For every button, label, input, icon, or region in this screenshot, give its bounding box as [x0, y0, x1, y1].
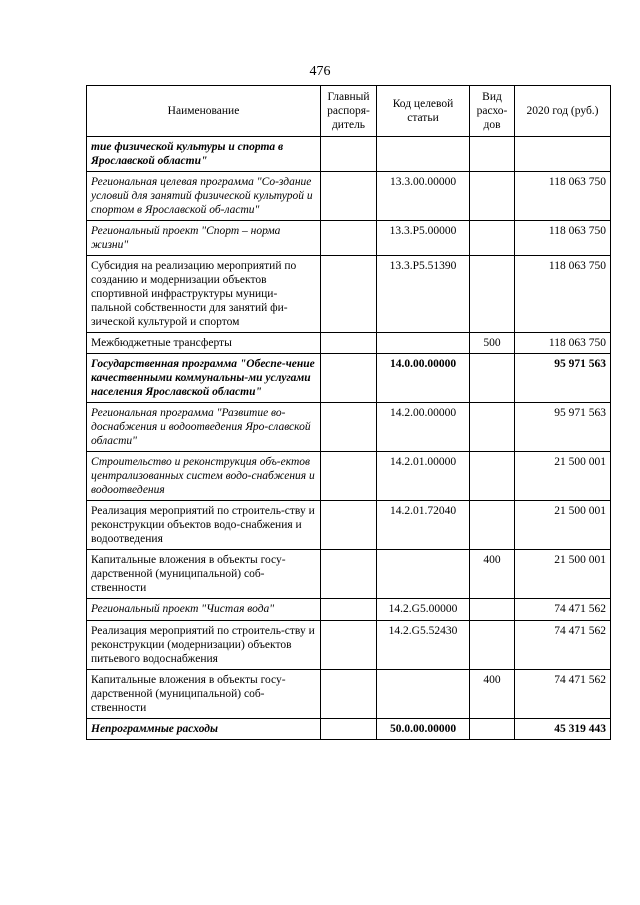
row-expense-type-cell: 400: [470, 669, 515, 718]
row-main-admin-cell: [321, 256, 377, 333]
row-name-cell: Региональная целевая программа "Со-здание условий для занятий физической культурой и спортом в Ярославской об-ласти": [87, 172, 321, 221]
row-expense-type-cell: [470, 718, 515, 739]
row-target-code-cell: 14.2.00.00000: [377, 403, 470, 452]
row-name-cell: Капитальные вложения в объекты госу-дарственной (муниципальной) соб-ственности: [87, 550, 321, 599]
table-row: [87, 669, 611, 718]
row-expense-type-cell: [470, 599, 515, 620]
row-name-cell: тие физической культуры и спорта в Ярославской области": [87, 137, 321, 172]
row-expense-type-cell: [470, 620, 515, 669]
row-main-admin-cell: [321, 221, 377, 256]
row-target-code-cell: [377, 550, 470, 599]
table-row: [87, 620, 611, 669]
row-amount-cell: 118 063 750: [515, 256, 611, 333]
row-target-code-cell: 14.2.01.72040: [377, 501, 470, 550]
row-name-cell: Строительство и реконструкция объ-ектов централизованных систем водо-снабжения и водоотведения: [87, 452, 321, 501]
table-row: [87, 501, 611, 550]
row-expense-type-cell: [470, 221, 515, 256]
row-main-admin-cell: [321, 354, 377, 403]
header-name: Наименование: [87, 86, 321, 137]
row-main-admin-cell: [321, 333, 377, 354]
row-expense-type-cell: [470, 354, 515, 403]
row-main-admin-cell: [321, 172, 377, 221]
row-amount-cell: 74 471 562: [515, 599, 611, 620]
table-row: [87, 137, 611, 172]
row-name-cell: Межбюджетные трансферты: [87, 333, 321, 354]
row-expense-type-cell: [470, 137, 515, 172]
row-amount-cell: 45 319 443: [515, 718, 611, 739]
row-name-cell: Региональная программа "Развитие во-доснабжения и водоотведения Яро-славской области": [87, 403, 321, 452]
row-expense-type-cell: [470, 452, 515, 501]
row-amount-cell: 21 500 001: [515, 501, 611, 550]
table-row: [87, 452, 611, 501]
row-amount-cell: 74 471 562: [515, 669, 611, 718]
header-expense-type: Вид расхо-дов: [470, 86, 515, 137]
row-target-code-cell: 14.2.G5.00000: [377, 599, 470, 620]
row-target-code-cell: 13.3.P5.51390: [377, 256, 470, 333]
row-amount-cell: [515, 137, 611, 172]
table-row: [87, 354, 611, 403]
row-target-code-cell: [377, 333, 470, 354]
row-amount-cell: 95 971 563: [515, 403, 611, 452]
row-main-admin-cell: [321, 501, 377, 550]
row-target-code-cell: [377, 669, 470, 718]
header-main-admin: Главный распоря-дитель: [321, 86, 377, 137]
row-amount-cell: 74 471 562: [515, 620, 611, 669]
row-expense-type-cell: [470, 172, 515, 221]
row-amount-cell: 118 063 750: [515, 333, 611, 354]
row-name-cell: Непрограммные расходы: [87, 718, 321, 739]
table-row: [87, 718, 611, 739]
table-row: [87, 333, 611, 354]
header-row: [87, 86, 611, 137]
row-name-cell: Региональный проект "Чистая вода": [87, 599, 321, 620]
row-main-admin-cell: [321, 669, 377, 718]
row-expense-type-cell: [470, 256, 515, 333]
budget-table: [86, 85, 611, 740]
row-amount-cell: 118 063 750: [515, 221, 611, 256]
row-main-admin-cell: [321, 620, 377, 669]
row-name-cell: Субсидия на реализацию мероприятий по созданию и модернизации объектов спортивной инфраструктуры муници-пальной собственности для занятий фи-зической культурой и спортом: [87, 256, 321, 333]
row-amount-cell: 95 971 563: [515, 354, 611, 403]
row-name-cell: Реализация мероприятий по строитель-ству и реконструкции (модернизации) объектов питьевого водоснабжения: [87, 620, 321, 669]
row-expense-type-cell: 500: [470, 333, 515, 354]
header-target-code: Код целевой статьи: [377, 86, 470, 137]
row-main-admin-cell: [321, 452, 377, 501]
table-row: [87, 221, 611, 256]
row-amount-cell: 21 500 001: [515, 550, 611, 599]
row-expense-type-cell: [470, 501, 515, 550]
table-row: [87, 599, 611, 620]
header-year-amount: 2020 год (руб.): [515, 86, 611, 137]
table-row: [87, 172, 611, 221]
row-main-admin-cell: [321, 550, 377, 599]
page-number: 476: [309, 64, 331, 79]
row-amount-cell: 21 500 001: [515, 452, 611, 501]
row-target-code-cell: 14.0.00.00000: [377, 354, 470, 403]
row-main-admin-cell: [321, 599, 377, 620]
row-name-cell: Капитальные вложения в объекты госу-дарственной (муниципальной) соб-ственности: [87, 669, 321, 718]
table-row: [87, 550, 611, 599]
row-amount-cell: 118 063 750: [515, 172, 611, 221]
row-target-code-cell: 14.2.G5.52430: [377, 620, 470, 669]
row-expense-type-cell: 400: [470, 550, 515, 599]
row-expense-type-cell: [470, 403, 515, 452]
row-name-cell: Региональный проект "Спорт – норма жизни": [87, 221, 321, 256]
row-main-admin-cell: [321, 403, 377, 452]
row-target-code-cell: 50.0.00.00000: [377, 718, 470, 739]
table-row: [87, 403, 611, 452]
row-target-code-cell: 14.2.01.00000: [377, 452, 470, 501]
row-target-code-cell: 13.3.00.00000: [377, 172, 470, 221]
row-main-admin-cell: [321, 718, 377, 739]
row-name-cell: Реализация мероприятий по строитель-ству и реконструкции объектов водо-снабжения и водоотведения: [87, 501, 321, 550]
row-main-admin-cell: [321, 137, 377, 172]
row-target-code-cell: [377, 137, 470, 172]
row-name-cell: Государственная программа "Обеспе-чение качественными коммунальны-ми услугами населения Ярославской области": [87, 354, 321, 403]
row-target-code-cell: 13.3.P5.00000: [377, 221, 470, 256]
table-row: [87, 256, 611, 333]
